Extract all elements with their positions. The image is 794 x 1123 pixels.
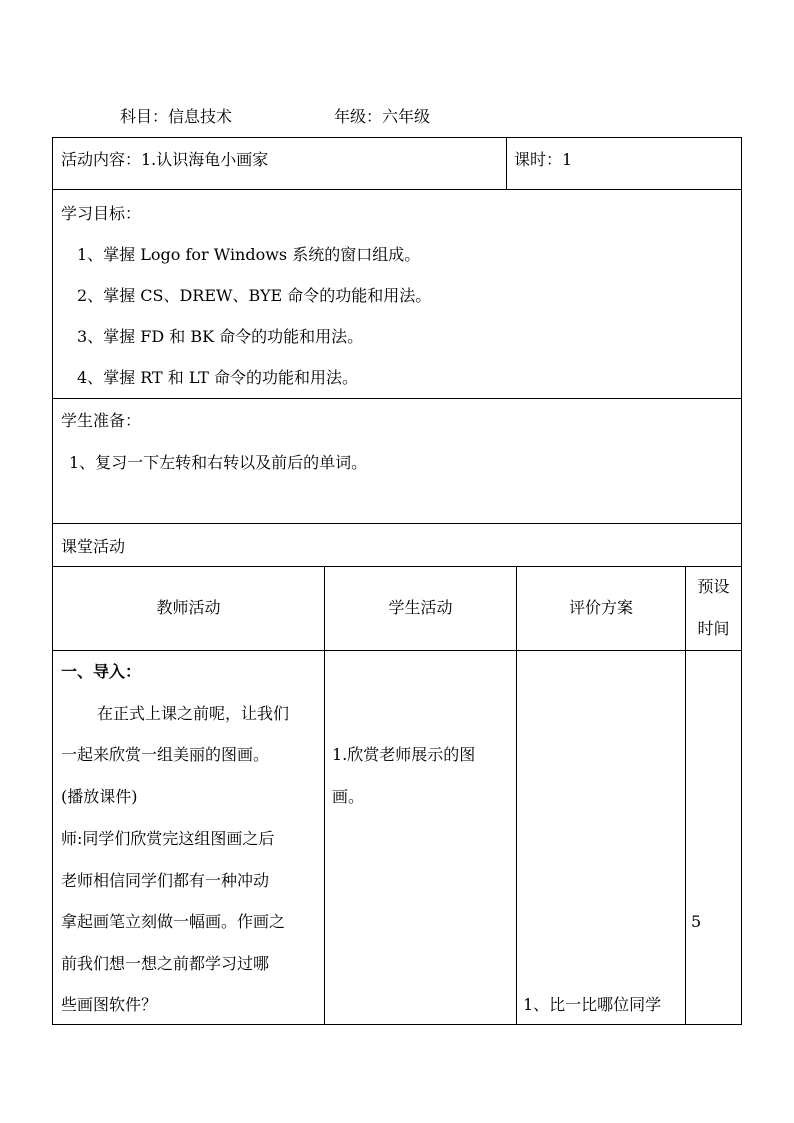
teacher-activity-line: 前我们想一想之前都学习过哪 xyxy=(61,954,270,973)
row-divider-class-activity xyxy=(53,566,741,567)
objectives-title: 学习目标： xyxy=(61,204,142,223)
row-divider-activity xyxy=(53,189,741,190)
teacher-activity-line: 些画图软件？ xyxy=(61,995,158,1014)
column-header-teacher: 教师活动 xyxy=(156,598,221,617)
teacher-activity-line: 拿起画笔立刻做一幅画。作画之 xyxy=(61,912,286,931)
preparation-title: 学生准备： xyxy=(61,411,142,430)
student-activity-line: 1.欣赏老师展示的图 xyxy=(332,745,476,764)
column-header-time-line1: 预设 xyxy=(697,577,730,596)
objective-item: 3、掌握 FD 和 BK 命令的功能和用法。 xyxy=(77,327,364,346)
page-header xyxy=(0,104,794,130)
teacher-activity-line: (播放课件) xyxy=(61,787,138,806)
activity-content: 活动内容：1.认识海龟小画家 xyxy=(61,150,269,169)
column-header-time-line2: 时间 xyxy=(697,619,730,638)
column-header-student: 学生活动 xyxy=(388,598,453,617)
grade-label: 年级：六年级 xyxy=(334,107,431,126)
lesson-plan-table xyxy=(52,137,742,1025)
teacher-activity-line: 在正式上课之前呢，让我们 xyxy=(97,704,290,723)
teacher-activity-line: 一、导入： xyxy=(61,662,142,681)
objective-item: 4、掌握 RT 和 LT 命令的功能和用法。 xyxy=(77,368,358,387)
col-divider-periods xyxy=(506,138,507,189)
class-activity-title: 课堂活动 xyxy=(61,537,126,556)
row-divider-preparation xyxy=(53,523,741,524)
row-divider-objectives xyxy=(53,398,741,399)
objective-item: 1、掌握 Logo for Windows 系统的窗口组成。 xyxy=(77,245,421,264)
col-divider-student xyxy=(324,566,325,1025)
teacher-activity-line: 老师相信同学们都有一种冲动 xyxy=(61,871,270,890)
evaluation-line: 1、比一比哪位同学 xyxy=(523,995,662,1014)
student-activity-line: 画。 xyxy=(332,787,365,806)
column-header-evaluation: 评价方案 xyxy=(568,598,633,617)
objective-item: 2、掌握 CS、DREW、BYE 命令的功能和用法。 xyxy=(77,286,432,305)
periods: 课时：1 xyxy=(514,150,573,169)
teacher-activity-line: 师:同学们欣赏完这组图画之后 xyxy=(61,829,275,848)
col-divider-evaluation xyxy=(516,566,517,1025)
preparation-item: 1、复习一下左转和右转以及前后的单词。 xyxy=(69,453,368,472)
subject-label: 科目：信息技术 xyxy=(120,107,233,126)
teacher-activity-line: 一起来欣赏一组美丽的图画。 xyxy=(61,745,270,764)
row-divider-column-headers xyxy=(53,650,741,651)
preset-time-value: 5 xyxy=(691,912,702,931)
